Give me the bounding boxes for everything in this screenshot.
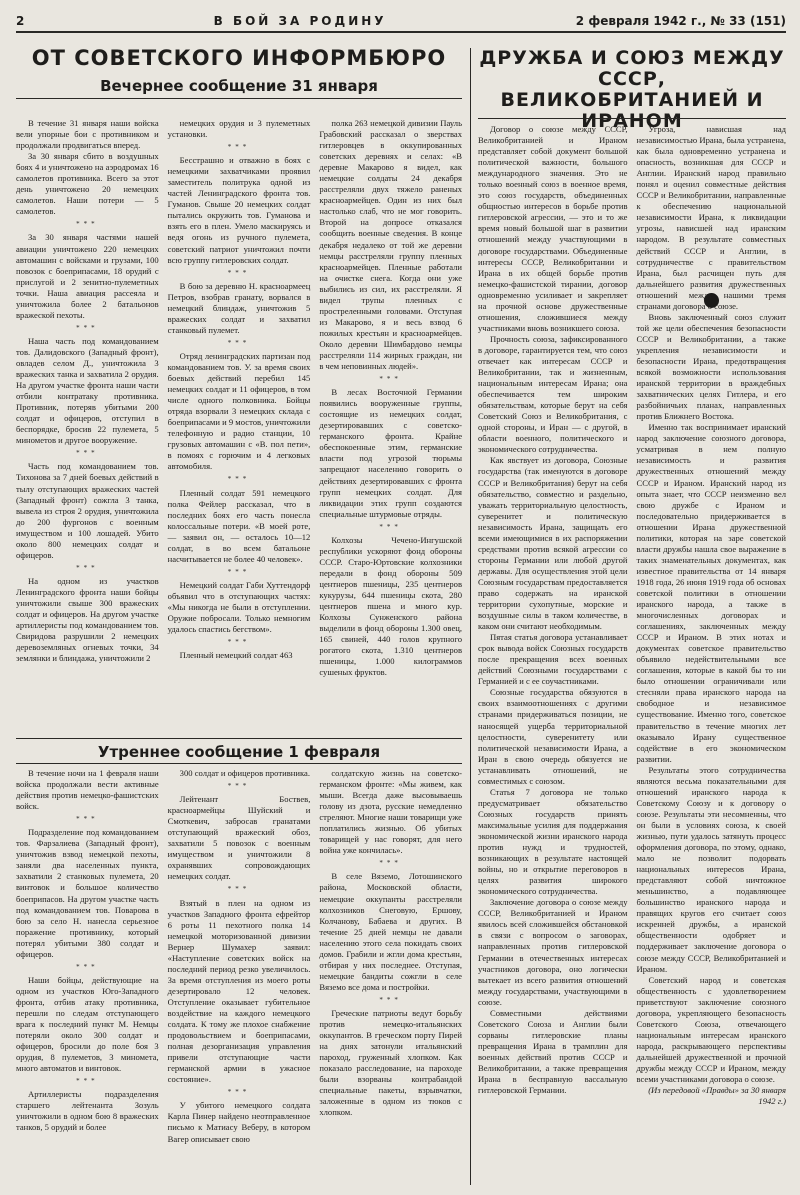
text-column [478,124,628,1190]
paragraph: Вновь заключенный союз служит той же цели обеспечения безопасности СССР и Великобритании, а также укрепления независимости и безопасности Ирана, предотвращения всякой возможности использования иранской территории в враждебных захватнических целях Гитлера, и его разбойничьих планах, направленных против Ближнего Востока. [636,311,786,422]
paragraph: Наша часть под командованием тов. Далидовского (Западный фронт), овладев селом Д., уничтожила 3 вражеских танка и захватила 2 орудия. На другом участке фронта наши части отбили контратаку противника. Противник, потеряв убитыми 200 солдат и офицеров, отступил в беспорядке, бросив 22 пулемета, 5 минометов и другое вооружение. [16,335,159,446]
paragraph: В лесах Восточной Германии появились вооруженные группы, состоящие из немецких солдат, дезертировавших с советско-германского фронта. Крайне обеспокоенные этим, германские власти под угрозой тюрьмы запрещают населению говорить о действиях дезертировавших с фронта групп немецких солдат. Для ликвидации этих групп создаются специальные штурмовые отряды. [319,387,463,519]
separator-stars: *** [227,475,251,484]
text-column [168,118,311,733]
text-column [319,118,462,733]
separator-stars: *** [379,522,402,531]
separator-stars: *** [227,638,251,647]
paragraph: За 30 января сбито в воздушных боях 4 и уничтожено на аэродромах 16 самолетов противника. Всего за этот день уничтожено 20 немецких самолетов. Наши потери — 5 самолетов. [16,151,159,217]
morning-subtitle: Утреннее сообщение 1 февраля [97,743,381,761]
paragraph: Артиллеристы подразделения старшего лейтенанта Зозуль уничтожили в одном бою 8 вражеских танков, 5 орудий и более [16,1089,159,1133]
evening-report [16,118,462,733]
evening-rule [16,98,462,99]
treaty-title-block [478,47,786,132]
page-number: 2 [16,14,25,28]
paragraph: Заключение договора о союзе между СССР, Великобританией и Ираном явилось всей сложившейся обстановкой в связи с вопросом о заговорах, направленных против гитлеровской Германии в отечественных интересах участников договора, оно логически вытекает из всего развития отношений между государствами, участвующими в союзе. [478,897,628,1007]
paragraph: Результаты этого сотрудничества являются весьма показательными для отношений иранского народа к Советскому Союзу и к договору о союзе. Результаты эти несомненны, что он были в условиях союза, к своей жизнью, пути удалось затянуть процесс оформления договора, по этому, однако, мало не позволит подорвать национальных интересов Ирана, представляют собой ничтожное меньшинство, а подавляющее большинство иранского народа и правящих кругов его считает союз искренней дружбы, а иранской общественности одобряет и поддерживает заключение договора о союзе между СССР, Великобританией и Ираном. [636,764,786,974]
morning-rule-top [16,738,462,739]
separator-stars: *** [227,885,251,894]
separator-stars: *** [76,323,99,332]
sovinform-title-block [16,48,462,72]
paragraph: Подразделение под командованием тов. Фарзалиева (Западный фронт), уничтожив взвод немецкой пехоты, заняли два населенных пункта, захватили 2 станковых пулемета, 20 винтовок и большое количество боеприпасов. На другом участке часть под командованием тов. Поварова в бою за село Н. нанесла серьезное поражение противнику, который потерял убитыми 380 солдат и офицеров. [16,827,159,959]
paragraph: Договор о союзе между СССР, Великобританией и Ираном представляет собой документ большой политической важности, большого международного значения. Это не только военный союз в военное время, это союз государств, объединенных общностью интересов в борьбе против гитлеровской агрессии, — это и то же время новый большой шаг в развитии отношений между участвующими в договоре государствами. Объединенные интересы СССР, Великобритании и Ирана в их общей борьбе против немецко-фашистской тирании, договор одновременно усиливает и закрепляет на прочной основе дружественные отношения, сложившиеся между участниками вновь возникшего союза. [478,124,628,333]
paragraph: На одном из участков Ленинградского фронта наши бойцы уничтожили свыше 300 вражеских солдат и офицеров. На другом участке артиллеристы под командованием тов. Свиридова разрушили 2 немецких деревоземляных огневых точки, 34 землянки и блиндажа, уничтожили 2 [16,575,159,664]
separator-stars: *** [76,815,99,824]
separator-stars: *** [76,220,99,229]
paragraph: полка 263 немецкой дивизии Пауль Грабовский рассказал о зверствах гитлеровцев в оккупированных советских деревнях и селах: «В деревне Макарово я видел, как немецкие солдаты 24 декабря расстреляли двух тяжело раненых красноармейцев. Один из них был настолько слаб, что не мог говорить. Второй на допросе отказался сообщить военные сведения. В конце декабря недалеко от той же деревни немцы расстреляли группу пленных красноармейцев. Пленные работали на очистке снега. Когда они уже выбились из сил, их расстреляли. Я видел трупы пленных с простреленными головами. Отступая из Макарово, я и весь взвод 6 пожилых крестьян и красноармейцев. Около деревни Шимбардово немцы расстреляли 114 жирных граждан, ни в чем неповинных людей». [319,118,463,372]
separator-stars: *** [379,375,402,384]
sovinform-title: ОТ СОВЕТСКОГО ИНФОРМБЮРО [31,46,447,70]
paragraph: В бою за деревню Н. красноармеец Петров, взобрав гранату, ворвался в немецкий блиндаж, уничтожив 5 вражеских солдат и захватил станковый пулемет. [167,280,311,335]
evening-subtitle-block [16,74,462,96]
text-column [16,118,159,733]
separator-stars: *** [227,782,251,791]
separator-stars: *** [227,567,251,576]
paragraph: Лейтенант Боствев, красноармейцы Шуйский и Смоткевич, забросав гранатами отступающий вражеский обоз, захватили 5 повозок с военным имуществом и уничтожили 8 охранявших сопровождающих немецких солдат. [167,794,311,882]
paragraph: Пленный солдат 591 немецкого полка Фейлер рассказал, что в последних боях его часть понесла колоссальные потери. «В моей роте, — заявил он, — осталось 10—12 солдат, в во всем батальоне насчитывается не более 40 человек». [167,487,311,564]
separator-stars: *** [76,563,99,572]
paragraph: Статья 7 договора не только предусматривает обязательство Союзных государств принять максимальные усилия для поддержания экономической жизни иранского народа против нужд и трудностей, возникающих в результате настоящей войны, но и открытие переговоров в целях развития широкого экономического сотрудничества. [478,786,628,897]
paragraph: (Из передовой «Правды» за 30 января 1942 г.) [648,1085,786,1107]
paragraph: Именно так воспринимает иранский народ заключение союзного договора, усматривая в нем полную независимость и развития дружественных отношений между СССР и Ираном. Иранский народ из опыта знает, что СССР неизменно вел свою дружбе с Ираном и последовательно придерживается в отношении Ирана дружественной политики, которая на заре советской власти дружбы нашла свое выражение в таких знаменательных документах, как известное правительства от 14 января 1918 года, 26 июня 1919 года об основах советской политики в отношении иранского народа, а также в многочисленных договорах и соглашениях, заключенных между СССР и Ираном. В этих нотах и документах советское правительство объявило недействительными все соглашения, которые в какой бы то ни было отношении ограничивали или стесняли права иранского народа на свободное и независимое существование. Именно того, советское правительство в течение многих лет оказывало Ирану существенное содействие в его экономическом развитии. [636,422,786,764]
paragraph: Бесстрашно и отважно в боях с немецкими захватчиками проявил заместитель политрука одной из частей Ленинградского фронта тов. Гуманов. Свыше 20 немецких солдат пытались окружить тов. Гуманова и взять его в плен. Умело маскируясь и ведя огонь из ручного пулемета, советский патриот уничтожил почти всю группу гитлеровских солдат. [167,155,311,265]
paragraph: Греческие патриоты ведут борьбу против немецко-итальянских оккупантов. В греческом порту Пирей на днях затонули итальянский пароход, груженный хлопком. Как показало расследование, на пароходе были взорваны контрабандой специальные пакеты, взрывчатки, заложенные в одном из тюков с хлопком. [319,1007,463,1118]
paragraph: Часть под командованием тов. Тихонова за 7 дней боевых действий в тылу отступающих вражеских частей (Западный фронт) сожгла 3 танка, вывела из строя 2 орудия, уничтожила до 200 фургонов с военным имуществом и 100 лошадей. Убито около 800 немецких солдат и офицеров. [16,461,159,560]
paragraph: Взятый в плен на одном из участков Западного фронта ефрейтор 6 роты 11 пехотного полка 14 немецкой моторизованной дивизии Вернер Шумахер заявил: «Наступление советских войск на последний период резко увеличилось. За время отступления из моего роты дезертировало 12 человек. Отступление оказывает губительное воздействие на каждого немецкого солдата. К тому же плохое снабжение продовольствием и боеприпасами, полная дезорганизация управления привели отступающие части германской армии в ужасное состояние». [167,897,311,1085]
separator-stars: *** [76,1077,99,1086]
paragraph: Союзные государства обязуются в своих взаимоотношениях с другими странами придерживаться позиции, не наносящей ущерба территориальной целостности, суверенитету или политической независимости Ирана, а Иран в свою очередь обязуется не устанавливать отношений, не совместимых с союзом. [478,687,628,786]
treaty-title: ДРУЖБА И СОЮЗ МЕЖДУ СССР, ВЕЛИКОБРИТАНИЕЙ И ИРАНОМ [479,47,785,132]
paragraph: Немецкий солдат Габи Хуттендорф объявил что в отступающих частях: «Мы никогда не были в отступлении. Оружие побросали. Только немногим удалось спастись бегством». [167,579,311,635]
treaty-rule [478,118,786,119]
paragraph: Как явствует из договора, Союзные государства (так именуются в договоре СССР и Великобритания) берут на себя обязательство, совместно и раздельно, уважать территориальную целостность, суверенитет и политическую независимость Ирана, защищать его всеми имеющимися в их распоряжении средствами против всякой агрессии со стороны Германии или любой другой державы. Для осуществления этой цели Союзным государствам предоставляется право содержать на иранской территории сухопутные, морские и воздушные силы в таком количестве, в каком они считают необходимым. [478,455,628,632]
paragraph: Наши бойцы, действующие на одном из участков Юго-Западного фронта, отбив атаку противника, перешли по следам отступающего врага к последний пункт М. Немцы потеряли около 300 солдат и офицеров, бросили до поле боя 3 орудия, 8 пулеметов, 3 миномета, много автоматов и винтовок. [16,974,159,1074]
running-header [16,14,786,33]
paragraph: В течение ночи на 1 февраля наши войска продолжали вести активные действия против немецко-фашистских войск. [16,768,159,812]
paragraph: Пленный немецкий солдат 463 [179,650,293,661]
treaty-article [478,124,786,1190]
separator-stars: *** [227,268,251,277]
paragraph: В селе Вяземо, Лотошинского района, Московской области, немецкие оккупанты расстреляли колхозников Снеговую, Ершову, Колчанову, Бабаева и других. В течение 25 дней немцы не давали населению этого села покидать своих домов. Грабили и жгли дома крестьян, отбирая у них последнее. Отступая, немецкие бандиты сожгли в селе Вяземо все дома и постройки. [319,871,463,992]
separator-stars: *** [227,143,251,152]
separator-stars: *** [379,995,402,1004]
paragraph: Колхозы Чечено-Ингушской республики ускоряют фонд обороны СССР. Старо-Юртовские колхозники передали в фонд обороны 509 центнеров пшеницы, 235 центнеров кукурузы, 644 пшеницы скота, 280 центнеров пшена и много кур. Колхозы Сунженского района выделили в фонд обороны 1.300 овец, 165 свиней, 440 голов крупного рогатого скота, 1.310 центнеров пшеницы, 1.000 килограммов сушеных фруктов. [319,534,463,678]
separator-stars: *** [76,962,99,971]
paragraph: За 30 января частями нашей авиации уничтожено 220 немецких автомашин с войсками и грузами, 100 повозок с боеприпасами, 18 орудий с прислугой и 2 зенитно-пулеметных точки. Наша авиация рассеяла и уничтожила более 2 батальонов вражеской пехоты. [16,232,159,320]
paragraph: Совместными действиями Советского Союза и Англии были сорваны гитлеровские планы превращения Ирана в трамплин для военных действий против СССР и Великобритании, а также превращения Ирана в бесправную вассальную гитлеровской Германии. [478,1007,628,1096]
column-divider [470,48,471,1185]
morning-rule-bottom [16,763,462,764]
paragraph: немецких орудия и 3 пулеметных установки. [167,118,311,140]
paragraph: Отряд ленинградских партизан под командованием тов. У. за время своих боевых действий перебил 145 немецких солдат и 11 офицеров, в том числе одного полковника. Бойцы отряда взорвали 3 немецких склада с боеприпасами и 9 мостов, уничтожили телефонную и радио станции, 10 грузовых автомашин с «В. пол пети», в помоях с горючим и 4 легковых автомобиля. [167,350,311,472]
text-column [16,768,159,1186]
text-column [637,124,787,1190]
paragraph: У убитого немецкого солдата Карла Пинер найдено неотправленное письмо к Матиасу Веберу, в котором Вагер описывает свою [167,1100,311,1144]
separator-stars: *** [227,338,251,347]
text-column [319,768,462,1186]
paragraph: Советский народ и советская общественность с удовлетворением приветствуют заключение союзного договора, укрепляющего безопасность Советского Союза, отвечающего национальным интересам иранского народа, раскрывающего перспективы дальнейшей дружественной и прочной дружбы между СССР и Ираном, между всеми участниками договора о союзе. [636,974,786,1085]
paragraph: Прочность союза, зафиксированного в договоре, гарантируется тем, что союз отвечает как интересам СССР и Великобритании, так и жизненным, национальным интересам Ирана; она обеспечивается тем широким обязательствам, которые берут на себя Советский Союз и Великобритания, с одной стороны, и Иран — с другой, в области военного, политического и экономического сотрудничества. [478,333,628,455]
issue-date: 2 февраля 1942 г., № 33 (151) [575,14,786,28]
text-column [168,768,311,1186]
morning-subtitle-block [16,740,462,762]
paragraph: Угроза, нависшая над независимостью Ирана, была устранена, как была одновременно устранена и опасность, возникшая для СССР и Англии. Иранский народ правильно понял и оценил совместные действия СССР и Великобритании, направленные к обеспечению национальной независимости Ирана, к ликвидации угрозы, нависшей над иранским народом. В результате совместных действий СССР и Англии, в сотрудничестве с правительством Ирана, был расчищен путь для дальнейшего развития дружественных отношений между нашими тремя странами договора о союзе. [636,124,786,311]
newspaper-name: В БОЙ ЗА РОДИНУ [213,14,387,28]
paragraph: Пятая статья договора устанавливает срок вывода войск Союзных государств после прекращения всех военных действий Союзными государствами с Германией и с ее соучастниками. [478,632,628,687]
separator-stars: *** [227,1088,251,1097]
morning-report [16,768,462,1186]
evening-subtitle: Вечернее сообщение 31 января [100,77,378,95]
paragraph: В течение 31 января наши войска вели упорные бои с противником и продолжали продвигаться вперед. [16,118,159,151]
paragraph: солдатскую жизнь на советско-германском фронте: «Мы живем, как мыши. Всегда даже высовываешь голову из дзота, русские немедленно стреляют. Многие наши товарищи уже поплатились жизнью. Об убитых товарищей у нас говорят, для него война уже кончилась». [319,768,463,856]
separator-stars: *** [76,449,99,458]
paragraph: 300 солдат и офицеров противника. [179,768,310,778]
separator-stars: *** [379,859,402,868]
